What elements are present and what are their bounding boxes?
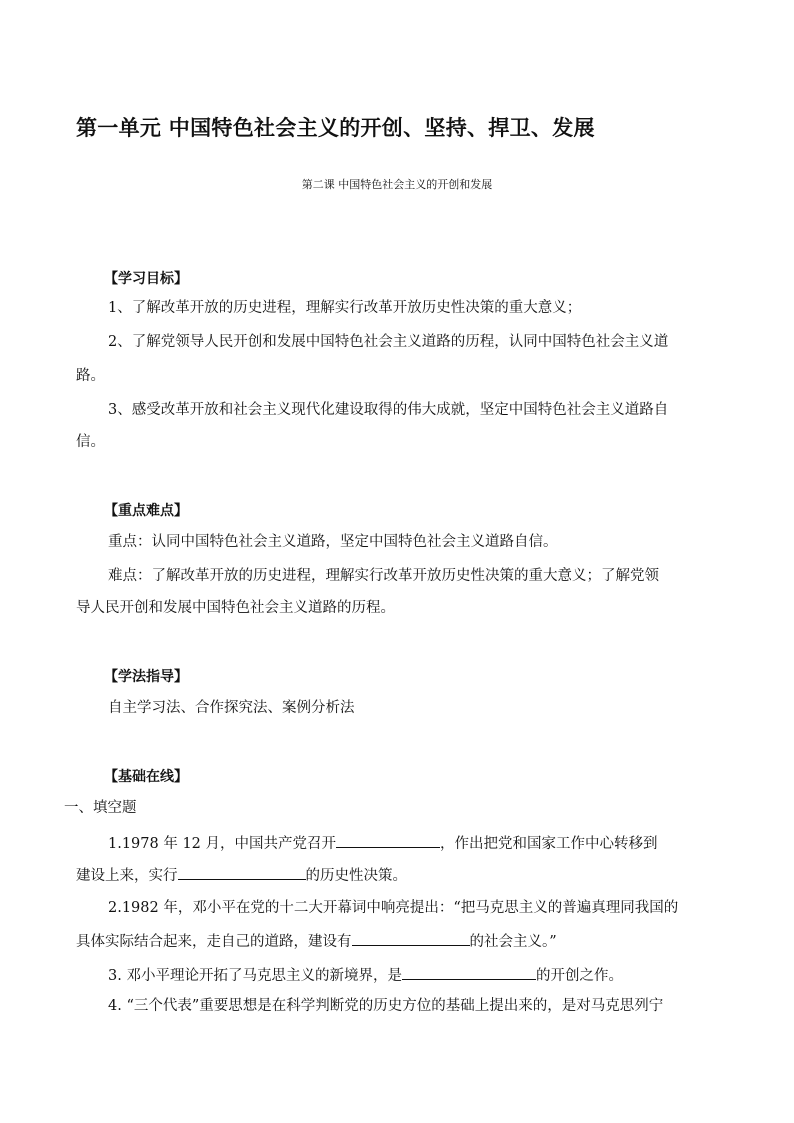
question-1-text-c: 建设上来，实行	[76, 868, 178, 884]
question-1-text-a: 1.1978 年 12 月，中国共产党召开	[108, 836, 337, 852]
question-1-continued	[76, 864, 407, 886]
question-3	[108, 964, 623, 986]
method-heading: 【学法指导】	[104, 669, 188, 685]
answer-blank-1[interactable]	[336, 832, 440, 848]
question-1	[108, 832, 658, 854]
question-2-text-c: 的社会主义。”	[469, 934, 557, 950]
question-4: 4. “三个代表”重要思想是在科学判断党的历史方位的基础上提出来的，是对马克思列宁	[108, 998, 664, 1014]
key-points-heading: 【重点难点】	[104, 503, 188, 519]
key-point-text: 重点：认同中国特色社会主义道路，坚定中国特色社会主义道路自信。	[108, 534, 558, 550]
question-2: 2.1982 年，邓小平在党的十二大开幕词中响亮提出：“把马克思主义的普遍真理同我国的	[108, 900, 679, 916]
answer-blank-4[interactable]	[402, 964, 536, 980]
question-1-text-d: 的历史性决策。	[305, 868, 407, 884]
method-text: 自主学习法、合作探究法、案例分析法	[108, 700, 355, 716]
question-3-text-a: 3. 邓小平理论开拓了马克思主义的新境界，是	[108, 968, 402, 984]
objective-item-1: 1、了解改革开放的历史进程，理解实行改革开放历史性决策的重大意义；	[108, 300, 582, 316]
objective-item-3: 3、感受改革开放和社会主义现代化建设取得的伟大成就，坚定中国特色社会主义道路自	[108, 402, 669, 418]
objectives-heading: 【学习目标】	[104, 271, 188, 287]
answer-blank-2[interactable]	[178, 864, 306, 880]
objective-item-2-continued: 路。	[76, 368, 105, 384]
objective-item-2: 2、了解党领导人民开创和发展中国特色社会主义道路的历程，认同中国特色社会主义道	[108, 334, 669, 350]
difficulty-text: 难点：了解改革开放的历史进程，理解实行改革开放历史性决策的重大意义；了解党领	[108, 568, 659, 584]
difficulty-text-continued: 导人民开创和发展中国特色社会主义道路的历程。	[76, 600, 395, 616]
objective-item-3-continued: 信。	[76, 434, 105, 450]
answer-blank-3[interactable]	[352, 930, 470, 946]
question-2-text-b: 具体实际结合起来，走自己的道路，建设有	[76, 934, 352, 950]
lesson-title: 第二课 中国特色社会主义的开创和发展	[301, 178, 493, 191]
basics-heading: 【基础在线】	[104, 769, 188, 785]
question-2-continued	[76, 930, 557, 952]
unit-title: 第一单元 中国特色社会主义的开创、坚持、捍卫、发展	[76, 116, 595, 140]
fill-blank-section-title: 一、填空题	[64, 800, 137, 816]
question-1-text-b: ，作出把党和国家工作中心转移到	[440, 836, 658, 852]
question-3-text-b: 的开创之作。	[535, 968, 623, 984]
